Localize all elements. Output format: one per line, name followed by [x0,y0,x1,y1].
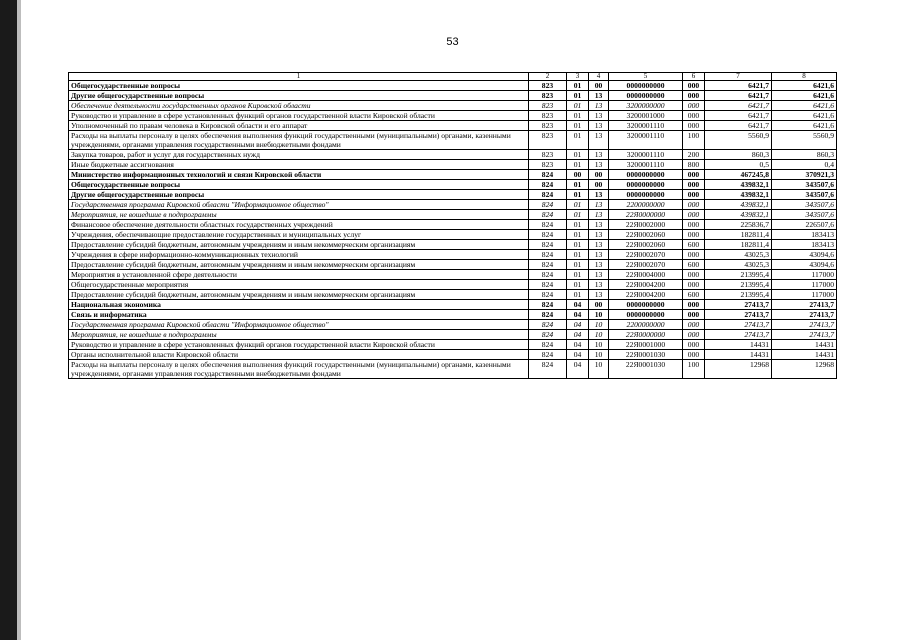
ministry-code: 823 [529,121,567,131]
amount-col8: 343507,6 [772,210,837,220]
amount-col7: 182811,4 [705,230,772,240]
section-code: 01 [567,290,589,300]
table-body [69,81,837,379]
subsection-code: 13 [589,270,609,280]
ministry-code: 824 [529,200,567,210]
subsection-code: 13 [589,290,609,300]
target-article-code: 0000000000 [609,170,683,180]
column-header: 8 [772,73,837,81]
target-article-code: 3200001000 [609,111,683,121]
amount-col8: 27413,7 [772,320,837,330]
ministry-code: 824 [529,340,567,350]
table-row [69,160,837,170]
expense-type-code: 000 [683,310,705,320]
ministry-code: 824 [529,270,567,280]
amount-col8: 183413 [772,240,837,250]
ministry-code: 824 [529,250,567,260]
amount-col8: 6421,6 [772,121,837,131]
row-label: Предоставление субсидий бюджетным, автономным учреждениям и иным некоммерческим организациям [69,290,529,300]
column-header: 4 [589,73,609,81]
subsection-code: 13 [589,250,609,260]
amount-col7: 860,3 [705,150,772,160]
row-label: Расходы на выплаты персоналу в целях обеспечения выполнения функций государственными (муниципальными) органами, казенными учреждениями, органами управления государственными внебюджетными фондами [69,360,529,379]
ministry-code: 824 [529,170,567,180]
ministry-code: 824 [529,260,567,270]
ministry-code: 824 [529,220,567,230]
row-label: Связь и информатика [69,310,529,320]
subsection-code: 00 [589,170,609,180]
amount-col7: 439832,1 [705,200,772,210]
table-row [69,240,837,250]
row-label: Уполномоченный по правам человека в Кировской области и его аппарат [69,121,529,131]
page-number: 53 [446,36,459,48]
expense-type-code: 000 [683,81,705,91]
expense-type-code: 000 [683,350,705,360]
expense-type-code: 000 [683,320,705,330]
table-row [69,121,837,131]
table-row [69,150,837,160]
section-code: 01 [567,150,589,160]
column-header: 2 [529,73,567,81]
table-row [69,290,837,300]
target-article-code: 22Я0001000 [609,340,683,350]
amount-col7: 14431 [705,340,772,350]
table-row [69,280,837,290]
table-row [69,250,837,260]
amount-col7: 6421,7 [705,101,772,111]
table-row [69,360,837,379]
column-header: 3 [567,73,589,81]
amount-col7: 6421,7 [705,121,772,131]
expense-type-code: 000 [683,180,705,190]
section-code: 01 [567,81,589,91]
amount-col8: 343507,6 [772,200,837,210]
amount-col8: 6421,6 [772,91,837,101]
expense-type-code: 000 [683,101,705,111]
target-article-code: 0000000000 [609,300,683,310]
ministry-code: 823 [529,160,567,170]
row-label: Министерство информационных технологий и связи Кировской области [69,170,529,180]
expense-type-code: 000 [683,111,705,121]
row-label: Мероприятия в установленной сфере деятельности [69,270,529,280]
table-row [69,190,837,200]
amount-col8: 14431 [772,340,837,350]
table-row [69,170,837,180]
expense-type-code: 000 [683,210,705,220]
subsection-code: 00 [589,180,609,190]
table-row [69,131,837,150]
amount-col8: 43094,6 [772,250,837,260]
table-row [69,230,837,240]
section-code: 01 [567,121,589,131]
ministry-code: 823 [529,91,567,101]
expense-type-code: 000 [683,121,705,131]
ministry-code: 823 [529,81,567,91]
row-label: Расходы на выплаты персоналу в целях обеспечения выполнения функций государственными (муниципальными) органами, казенными учреждениями, органами управления государственными внебюджетными фондами [69,131,529,150]
expense-type-code: 600 [683,290,705,300]
section-code: 01 [567,200,589,210]
expense-type-code: 000 [683,250,705,260]
amount-col7: 213995,4 [705,290,772,300]
target-article-code: 0000000000 [609,180,683,190]
target-article-code: 0000000000 [609,310,683,320]
ministry-code: 824 [529,300,567,310]
ministry-code: 824 [529,240,567,250]
target-article-code: 22Я0002000 [609,220,683,230]
table-row [69,300,837,310]
amount-col7: 12968 [705,360,772,379]
amount-col8: 117000 [772,280,837,290]
section-code: 01 [567,160,589,170]
expense-type-code: 000 [683,220,705,230]
column-number-header-row [69,73,837,81]
ministry-code: 823 [529,111,567,121]
target-article-code: 3200000000 [609,101,683,111]
target-article-code: 22Я0001030 [609,360,683,379]
amount-col7: 27413,7 [705,310,772,320]
ministry-code: 824 [529,180,567,190]
subsection-code: 13 [589,280,609,290]
amount-col8: 14431 [772,350,837,360]
section-code: 04 [567,320,589,330]
amount-col8: 6421,6 [772,81,837,91]
table-row [69,350,837,360]
table-row [69,330,837,340]
row-label: Обеспечение деятельности государственных органов Кировской области [69,101,529,111]
row-label: Общегосударственные вопросы [69,180,529,190]
amount-col7: 43025,3 [705,250,772,260]
section-code: 01 [567,180,589,190]
subsection-code: 13 [589,160,609,170]
amount-col8: 6421,6 [772,101,837,111]
target-article-code: 2200000000 [609,320,683,330]
subsection-code: 13 [589,260,609,270]
subsection-code: 10 [589,330,609,340]
table-row [69,310,837,320]
amount-col7: 5560,9 [705,131,772,150]
amount-col8: 183413 [772,230,837,240]
row-label: Общегосударственные мероприятия [69,280,529,290]
amount-col7: 6421,7 [705,111,772,121]
row-label: Руководство и управление в сфере установленных функций органов государственной власти Кировской области [69,111,529,121]
table-row [69,200,837,210]
ministry-code: 824 [529,350,567,360]
section-code: 01 [567,240,589,250]
subsection-code: 10 [589,350,609,360]
subsection-code: 13 [589,190,609,200]
section-code: 01 [567,250,589,260]
target-article-code: 0000000000 [609,190,683,200]
amount-col7: 0,5 [705,160,772,170]
section-code: 01 [567,260,589,270]
section-code: 01 [567,131,589,150]
section-code: 00 [567,170,589,180]
amount-col8: 117000 [772,290,837,300]
row-label: Государственная программа Кировской области "Информационное общество" [69,320,529,330]
table-row [69,260,837,270]
ministry-code: 824 [529,230,567,240]
subsection-code: 10 [589,320,609,330]
subsection-code: 13 [589,220,609,230]
subsection-code: 10 [589,310,609,320]
column-header: 5 [609,73,683,81]
subsection-code: 13 [589,150,609,160]
amount-col8: 6421,6 [772,111,837,121]
amount-col7: 213995,4 [705,270,772,280]
expense-type-code: 000 [683,91,705,101]
target-article-code: 0000000000 [609,81,683,91]
row-label: Закупка товаров, работ и услуг для государственных нужд [69,150,529,160]
ministry-code: 824 [529,310,567,320]
row-label: Учреждения в сфере информационно-коммуникационных технологий [69,250,529,260]
section-code: 01 [567,220,589,230]
row-label: Иные бюджетные ассигнования [69,160,529,170]
ministry-code: 824 [529,290,567,300]
row-label: Национальная экономика [69,300,529,310]
target-article-code: 22Я0001030 [609,350,683,360]
subsection-code: 10 [589,340,609,350]
expense-type-code: 000 [683,230,705,240]
target-article-code: 3200001110 [609,150,683,160]
target-article-code: 22Я0002060 [609,230,683,240]
section-code: 01 [567,190,589,200]
target-article-code: 22Я0004000 [609,270,683,280]
row-label: Учреждения, обеспечивающие предоставление государственных и муниципальных услуг [69,230,529,240]
amount-col8: 0,4 [772,160,837,170]
subsection-code: 00 [589,300,609,310]
amount-col7: 14431 [705,350,772,360]
row-label: Мероприятия, не вошедшие в подпрограммы [69,210,529,220]
row-label: Государственная программа Кировской области "Информационное общество" [69,200,529,210]
ministry-code: 823 [529,131,567,150]
expense-type-code: 100 [683,131,705,150]
amount-col7: 439832,1 [705,190,772,200]
ministry-code: 824 [529,360,567,379]
amount-col8: 860,3 [772,150,837,160]
amount-col8: 27413,7 [772,330,837,340]
target-article-code: 22Я0000000 [609,210,683,220]
expense-type-code: 100 [683,360,705,379]
ministry-code: 824 [529,330,567,340]
table-row [69,340,837,350]
expense-type-code: 200 [683,150,705,160]
row-label: Предоставление субсидий бюджетным, автономным учреждениям и иным некоммерческим организациям [69,260,529,270]
section-code: 01 [567,91,589,101]
expense-type-code: 000 [683,300,705,310]
section-code: 04 [567,310,589,320]
target-article-code: 22Я0004200 [609,290,683,300]
subsection-code: 13 [589,230,609,240]
expense-type-code: 600 [683,260,705,270]
expense-type-code: 800 [683,160,705,170]
target-article-code: 3200001110 [609,160,683,170]
amount-col8: 343507,6 [772,190,837,200]
section-code: 04 [567,350,589,360]
expense-type-code: 600 [683,240,705,250]
target-article-code: 22Я0002070 [609,250,683,260]
subsection-code: 13 [589,121,609,131]
amount-col7: 182811,4 [705,240,772,250]
row-label: Предоставление субсидий бюджетным, автономным учреждениям и иным некоммерческим организациям [69,240,529,250]
expense-type-code: 000 [683,270,705,280]
expense-type-code: 000 [683,280,705,290]
amount-col8: 370921,3 [772,170,837,180]
section-code: 04 [567,360,589,379]
target-article-code: 22Я0004200 [609,280,683,290]
amount-col7: 27413,7 [705,300,772,310]
table-row [69,180,837,190]
section-code: 01 [567,101,589,111]
amount-col8: 226507,6 [772,220,837,230]
amount-col7: 6421,7 [705,91,772,101]
amount-col8: 12968 [772,360,837,379]
amount-col7: 6421,7 [705,81,772,91]
table-row [69,220,837,230]
subsection-code: 10 [589,360,609,379]
amount-col7: 467245,8 [705,170,772,180]
section-code: 01 [567,111,589,121]
amount-col7: 213995,4 [705,280,772,290]
expense-type-code: 000 [683,190,705,200]
table-row [69,210,837,220]
target-article-code: 3200001110 [609,131,683,150]
amount-col7: 43025,3 [705,260,772,270]
amount-col7: 439832,1 [705,180,772,190]
expense-type-code: 000 [683,330,705,340]
column-header: 7 [705,73,772,81]
amount-col8: 117000 [772,270,837,280]
ministry-code: 824 [529,190,567,200]
ministry-code: 823 [529,150,567,160]
subsection-code: 13 [589,111,609,121]
table-row [69,101,837,111]
row-label: Другие общегосударственные вопросы [69,91,529,101]
table-row [69,111,837,121]
expense-type-code: 000 [683,200,705,210]
subsection-code: 13 [589,101,609,111]
scan-edge-gap [17,0,21,640]
amount-col7: 27413,7 [705,330,772,340]
row-label: Органы исполнительной власти Кировской области [69,350,529,360]
column-header: 6 [683,73,705,81]
row-label: Мероприятия, не вошедшие в подпрограммы [69,330,529,340]
subsection-code: 13 [589,91,609,101]
amount-col8: 5560,9 [772,131,837,150]
table-row [69,320,837,330]
section-code: 01 [567,230,589,240]
amount-col7: 225836,7 [705,220,772,230]
section-code: 04 [567,330,589,340]
amount-col8: 343507,6 [772,180,837,190]
section-code: 01 [567,210,589,220]
row-label: Другие общегосударственные вопросы [69,190,529,200]
table-row [69,270,837,280]
section-code: 01 [567,280,589,290]
subsection-code: 13 [589,200,609,210]
ministry-code: 823 [529,101,567,111]
scan-edge-bar [0,0,17,640]
target-article-code: 2200000000 [609,200,683,210]
amount-col8: 27413,7 [772,310,837,320]
section-code: 04 [567,340,589,350]
amount-col8: 27413,7 [772,300,837,310]
ministry-code: 824 [529,280,567,290]
row-label: Общегосударственные вопросы [69,81,529,91]
target-article-code: 0000000000 [609,91,683,101]
subsection-code: 00 [589,81,609,91]
subsection-code: 13 [589,131,609,150]
column-header: 1 [69,73,529,81]
expense-type-code: 000 [683,170,705,180]
section-code: 04 [567,300,589,310]
target-article-code: 22Я0000000 [609,330,683,340]
subsection-code: 13 [589,210,609,220]
target-article-code: 22Я0002070 [609,260,683,270]
table-row [69,91,837,101]
amount-col7: 439832,1 [705,210,772,220]
section-code: 01 [567,270,589,280]
amount-col8: 43094,6 [772,260,837,270]
row-label: Руководство и управление в сфере установленных функций органов государственной власти Кировской области [69,340,529,350]
budget-table [68,72,837,379]
expense-type-code: 000 [683,340,705,350]
table-row [69,81,837,91]
ministry-code: 824 [529,320,567,330]
amount-col7: 27413,7 [705,320,772,330]
ministry-code: 824 [529,210,567,220]
target-article-code: 22Я0002060 [609,240,683,250]
subsection-code: 13 [589,240,609,250]
target-article-code: 3200001110 [609,121,683,131]
row-label: Финансовое обеспечение деятельности областных государственных учреждений [69,220,529,230]
